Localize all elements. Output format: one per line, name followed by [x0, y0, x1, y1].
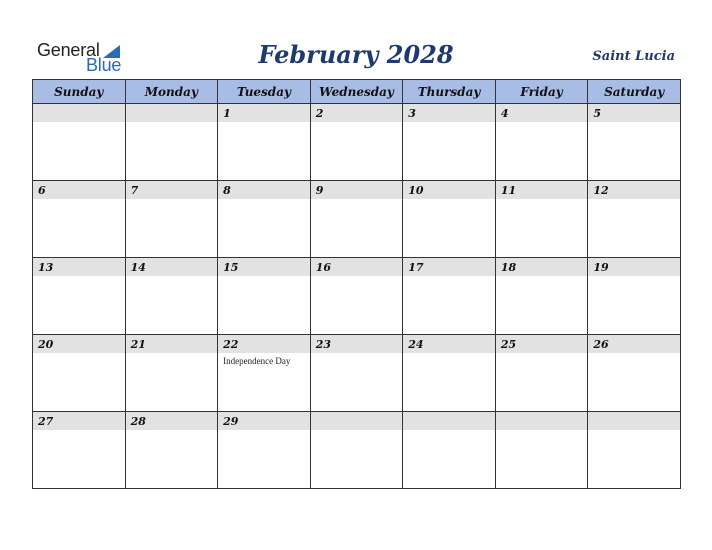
week-row: [33, 335, 681, 412]
day-number: 12: [593, 184, 609, 197]
weekday-friday: Friday: [495, 80, 588, 104]
day-cell-header-bar: [126, 181, 218, 199]
day-number: 25: [500, 338, 517, 351]
week-row: [33, 104, 681, 181]
day-cell[interactable]: [125, 104, 218, 181]
day-cell-header-bar: [311, 181, 403, 199]
weekday-thursday: Thursday: [403, 80, 496, 104]
weekday-wednesday: Wednesday: [310, 80, 403, 104]
weekday-tuesday: Tuesday: [218, 80, 311, 104]
day-cell[interactable]: [125, 412, 218, 489]
day-cell[interactable]: [588, 335, 681, 412]
day-cell[interactable]: [33, 258, 126, 335]
calendar-grid: [32, 79, 681, 489]
day-number: 27: [38, 415, 54, 428]
day-cell[interactable]: [310, 412, 403, 489]
day-cell-header-bar: [588, 104, 680, 122]
day-cell[interactable]: [218, 258, 311, 335]
day-cell[interactable]: [310, 181, 403, 258]
day-cell[interactable]: [588, 181, 681, 258]
day-number: 5: [593, 107, 602, 120]
day-cell[interactable]: [218, 412, 311, 489]
day-cell-header-bar: [403, 412, 495, 430]
page-title: February 2028: [258, 40, 454, 69]
day-cell[interactable]: [33, 335, 126, 412]
day-cell[interactable]: [218, 335, 311, 412]
day-cell[interactable]: [33, 181, 126, 258]
day-cell[interactable]: [495, 258, 588, 335]
logo-general-text: General: [37, 40, 100, 60]
day-number: 26: [593, 338, 609, 351]
day-number: 24: [408, 338, 424, 351]
holiday-event: Independence Day: [223, 356, 291, 366]
day-number: 17: [408, 261, 424, 274]
day-cell[interactable]: [588, 412, 681, 489]
day-number: 8: [223, 184, 231, 197]
day-cell[interactable]: [125, 258, 218, 335]
day-cell-header-bar: [218, 104, 310, 122]
day-cell[interactable]: [33, 412, 126, 489]
day-cell[interactable]: [403, 181, 496, 258]
day-cell-header-bar: [403, 104, 495, 122]
logo-blue-text: Blue: [86, 55, 122, 75]
day-cell-header-bar: [311, 412, 403, 430]
day-cell[interactable]: [495, 412, 588, 489]
week-row: [33, 181, 681, 258]
day-number: 10: [408, 184, 424, 197]
day-number: 2: [315, 107, 324, 120]
day-number: 29: [223, 415, 239, 428]
day-cell-header-bar: [33, 104, 125, 122]
day-number: 6: [38, 184, 46, 197]
day-cell-header-bar: [126, 104, 218, 122]
day-cell[interactable]: [495, 104, 588, 181]
day-number: 18: [500, 261, 517, 274]
day-number: 3: [408, 107, 416, 120]
generalblue-logo: [37, 40, 127, 74]
day-number: 14: [130, 261, 146, 274]
day-cell[interactable]: [125, 181, 218, 258]
weekday-header-row: [33, 80, 681, 104]
day-number: 1: [223, 107, 231, 120]
day-number: 22: [223, 338, 239, 351]
day-number: 15: [223, 261, 239, 274]
day-cell[interactable]: [310, 335, 403, 412]
week-row: [33, 412, 681, 489]
day-cell[interactable]: [403, 335, 496, 412]
weekday-sunday: Sunday: [33, 80, 126, 104]
day-number: 28: [130, 415, 146, 428]
day-cell[interactable]: [403, 104, 496, 181]
day-cell[interactable]: [403, 258, 496, 335]
day-cell[interactable]: [310, 258, 403, 335]
calendar-body: [33, 104, 681, 489]
day-number: 19: [593, 261, 609, 274]
day-number: 21: [130, 338, 146, 351]
day-number: 11: [500, 184, 517, 197]
day-cell[interactable]: [310, 104, 403, 181]
day-cell[interactable]: [403, 412, 496, 489]
weekday-monday: Monday: [125, 80, 218, 104]
day-cell[interactable]: [495, 335, 588, 412]
day-number: 20: [38, 338, 54, 351]
day-cell-header-bar: [218, 181, 310, 199]
day-number: 16: [315, 261, 331, 274]
day-number: 4: [500, 107, 509, 120]
day-cell[interactable]: [588, 258, 681, 335]
country-name: Saint Lucia: [592, 49, 675, 64]
day-cell[interactable]: [218, 181, 311, 258]
day-cell-header-bar: [33, 181, 125, 199]
day-cell[interactable]: [33, 104, 126, 181]
day-number: 7: [130, 184, 139, 197]
day-cell-header-bar: [588, 412, 680, 430]
day-cell[interactable]: [218, 104, 311, 181]
day-cell-header-bar: [496, 104, 588, 122]
day-cell[interactable]: [588, 104, 681, 181]
day-number: 9: [315, 184, 324, 197]
week-row: [33, 258, 681, 335]
day-number: 23: [315, 338, 331, 351]
day-cell-header-bar: [496, 412, 588, 430]
day-cell-header-bar: [311, 104, 403, 122]
weekday-saturday: Saturday: [588, 80, 681, 104]
day-cell[interactable]: [495, 181, 588, 258]
day-number: 13: [38, 261, 54, 274]
day-cell[interactable]: [125, 335, 218, 412]
